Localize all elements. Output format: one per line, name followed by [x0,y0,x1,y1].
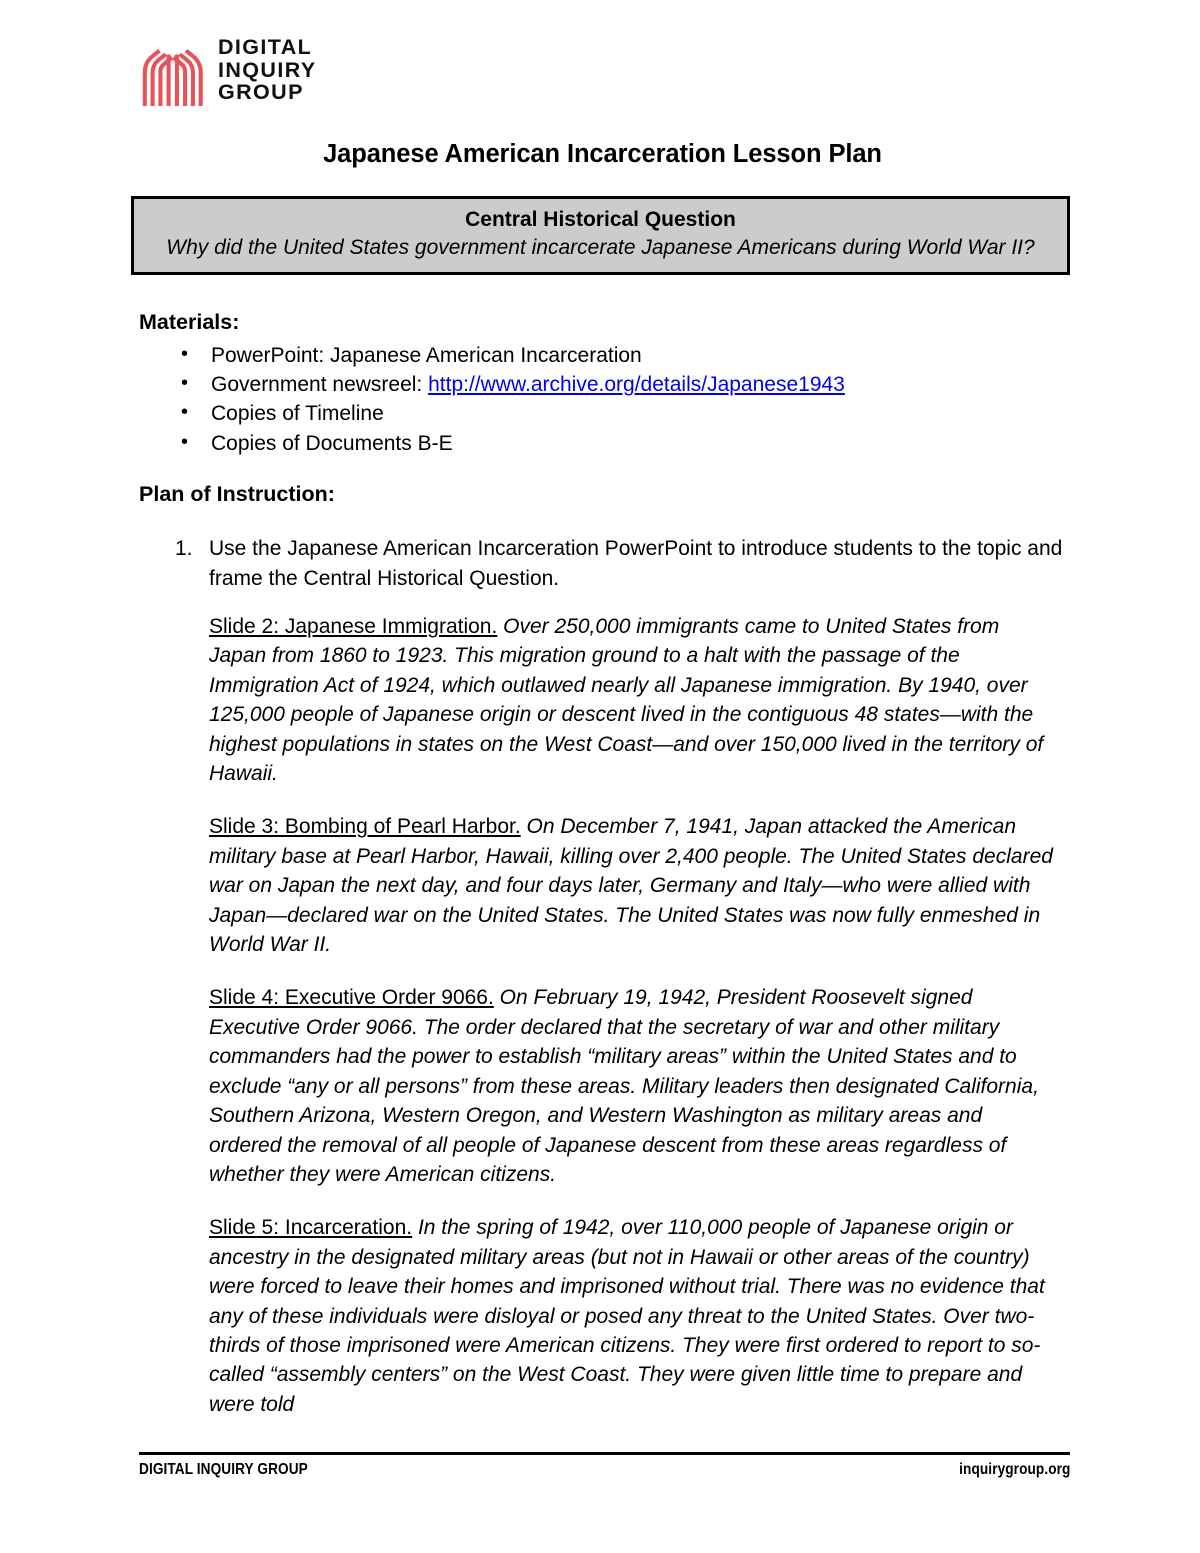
slide-paragraph [209,1213,1058,1419]
logo-word-group: GROUP [218,80,304,105]
central-historical-question-box [131,196,1070,275]
slide-descriptions [209,612,1058,1419]
material-label: Copies of Timeline [211,402,384,426]
materials-heading: Materials: [139,310,240,334]
slide-body: On December 7, 1941, Japan attacked the American military base at Pearl Harbor, Hawaii, killing over 2,400 people. The United States declared war on Japan the next day, and four days later, Germany and Italy—who were allied with Japan—declared war on the United States. The United States was now fully enmeshed in World War II. [209,815,1053,957]
plan-of-instruction-heading: Plan of Instruction: [139,482,335,506]
material-label: Government newsreel: [211,373,429,397]
material-label: PowerPoint: Japanese American Incarceration [211,344,642,367]
logo-word-digital: DIGITAL [218,35,313,60]
footer-row [139,1461,1070,1479]
instruction-step [139,534,1069,593]
list-item [139,399,1069,428]
slide-label: Slide 2: Japanese Immigration. [209,615,498,638]
list-item [139,370,1069,399]
footer-website: inquirygroup.org [958,1461,1070,1478]
instruction-step-number: 1. [175,537,193,560]
list-item [139,341,1069,370]
instruction-step-row [139,534,1069,593]
slide-body: On February 19, 1942, President Roosevelt signed Executive Order 9066. The order declared that the secretary of war and other military commanders had the power to establish “military areas” within the United States and to exclude “any or all persons” from these areas. Military leaders then designated California, Southern Arizona, Western Oregon, and Western Washington as military areas and ordered the removal of all people of Japanese descent from these areas regardless of whether they were American citizens. [209,986,1039,1186]
central-historical-question-text: Why did the United States government incarcerate Japanese Americans during World War II? [166,235,1035,259]
arches-logo-icon [142,34,204,106]
newsreel-link[interactable]: http://www.archive.org/details/Japanese1943 [428,373,845,397]
slide-paragraph [209,812,1058,959]
slide-label: Slide 3: Bombing of Pearl Harbor. [209,815,521,839]
page-footer [139,1452,1070,1479]
footer-divider [139,1452,1070,1455]
digital-inquiry-group-logo [142,34,317,106]
material-label: Copies of Documents B-E [211,431,453,455]
list-item [139,429,1069,458]
slide-paragraph [209,983,1058,1189]
slide-label: Slide 5: Incarceration. [209,1216,413,1240]
footer-organization: DIGITAL INQUIRY GROUP [139,1461,308,1478]
logo-wordmark [218,36,317,103]
logo-word-inquiry: INQUIRY [218,57,317,82]
central-historical-question-heading: Central Historical Question [465,208,736,231]
slide-paragraph [209,612,1058,788]
materials-list [139,341,1069,458]
slide-body: In the spring of 1942, over 110,000 people of Japanese origin or ancestry in the designated military areas (but not in Hawaii or other areas of the country) were forced to leave their homes and imprisoned without trial. There was no evidence that any of these individuals were disloyal or posed any threat to the United States. Over two-thirds of those imprisoned were American citizens. They were first ordered to report to so-called “assembly centers” on the West Coast. They were given little time to prepare and were told [209,1216,1045,1416]
slide-body: Over 250,000 immigrants came to United States from Japan from 1860 to 1923. This migration ground to a halt with the passage of the Immigration Act of 1924, which outlawed nearly all Japanese immigration. By 1940, over 125,000 people of Japanese origin or descent lived in the contiguous 48 states—with the highest populations in states on the West Coast—and over 150,000 lived in the territory of Hawaii. [209,615,1044,786]
slide-label: Slide 4: Executive Order 9066. [209,986,494,1010]
instruction-step-text: Use the Japanese American Incarceration PowerPoint to introduce students to the topic and frame the Central Historical Question. [209,537,1063,590]
page-title: Japanese American Incarceration Lesson Plan [323,140,882,168]
